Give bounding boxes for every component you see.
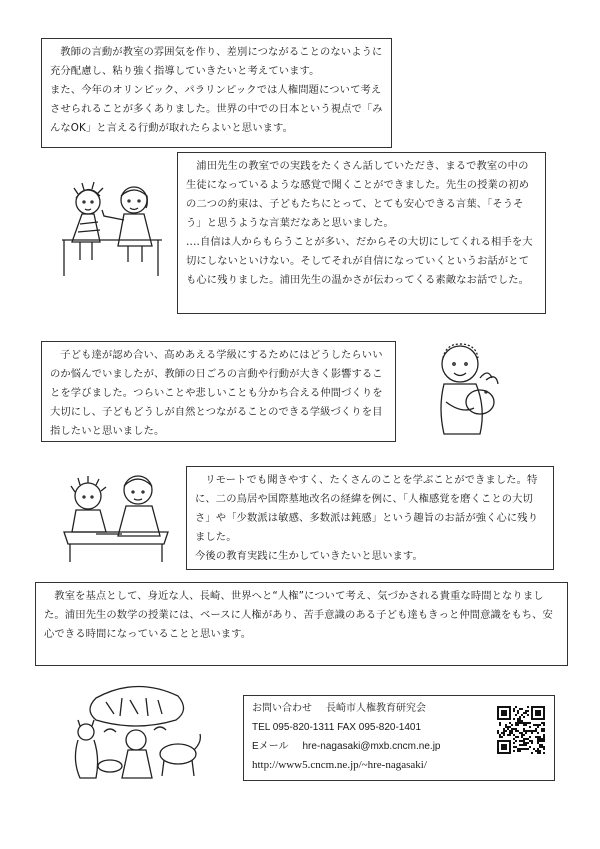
comment-1-para-1: 教師の言動が教室の雰囲気を作り、差別につながることのないように充分配慮し、粘り強く指導していきたいと考えています。 — [50, 46, 383, 77]
comment-box-3 — [41, 341, 396, 442]
website-row — [252, 756, 546, 775]
comment-2-para-2: ‥‥自信は人からもらうことが多い、だからその大切にしてくれる相手を大切にしないといけない。そしてそれが自信になっていくというお話がとても心に残りました。浦田先生の温かさが伝わってくる素敵なお話でした。 — [186, 236, 533, 286]
tel-label: TEL — [252, 722, 270, 733]
comment-box-1 — [41, 38, 392, 148]
tel-number: 095-820-1311 — [272, 722, 335, 733]
organization-name: 長崎市人権教育研究会 — [326, 703, 426, 714]
children-studying-icon — [56, 466, 176, 566]
comment-2-para-1: 浦田先生の教室での実践をたくさん話していただき、まるで教室の中の生徒になっているような感覚で聞くことができました。先生の授業の初めの二つの約束は、子どもたちにとって、とても安心できる言葉、「そうそう」と思うような言葉だなあと思いました。 — [186, 160, 530, 229]
contact-heading: お問い合わせ — [252, 703, 312, 714]
comment-4-para-2: 今後の教育実践に生かしていきたいと思います。 — [195, 550, 423, 562]
comment-4-para-1: リモートでも聞きやすく、たくさんのことを学ぶことができました。特に、二の鳥居や国際墓地改名の経緯を例に、「人権感覚を磨くことの大切さ」や「少数派は敏感、多数派は鈍感」という趣旨のお話が強く心に残りました。 — [195, 474, 539, 543]
email-address[interactable]: hre-nagasaki@mxb.cncm.ne.jp — [302, 741, 441, 752]
comment-1-para-2: また、今年のオリンピック、パラリンピックでは人権問題について考えさせられることが多くありました。世界の中での日本という視点で「みんなOK」と言える行動が取れたらよいと思います。 — [50, 84, 383, 134]
fax-number: 095-820-1401 — [358, 722, 422, 733]
two-children-talking-icon — [58, 180, 168, 280]
boy-holding-rabbit-icon — [430, 338, 505, 443]
children-and-animals-logo-icon — [66, 680, 206, 785]
comment-box-4 — [186, 466, 554, 570]
email-label: Eメール — [252, 741, 289, 752]
qr-code-icon[interactable] — [497, 706, 545, 754]
comment-box-2 — [177, 152, 546, 314]
comment-box-5 — [35, 582, 568, 666]
website-url[interactable]: http://www5.cncm.ne.jp/~hre-nagasaki/ — [252, 759, 427, 771]
fax-label: FAX — [337, 722, 356, 733]
comment-5-para-1: 教室を基点として、身近な人、長崎、世界へと“人権”について考え、気づかされる貴重な時間となりました。浦田先生の数学の授業には、ベースに人権があり、苦手意識のある子ども達もきっと仲間意識をもち、安心できる時間になっていることと思います。 — [44, 590, 553, 640]
comment-3-para-1: 子ども達が認め合い、高めあえる学級にするためにはどうしたらいいのか悩んでいましたが、教師の日ごろの言動や行動が大きく影響することを学びました。つらいことや悲しいことも分かち合える仲間づくりを大切にし、子どもどうしが自然とつながることのできる学級づくりを目指したいと思いました。 — [50, 349, 383, 437]
